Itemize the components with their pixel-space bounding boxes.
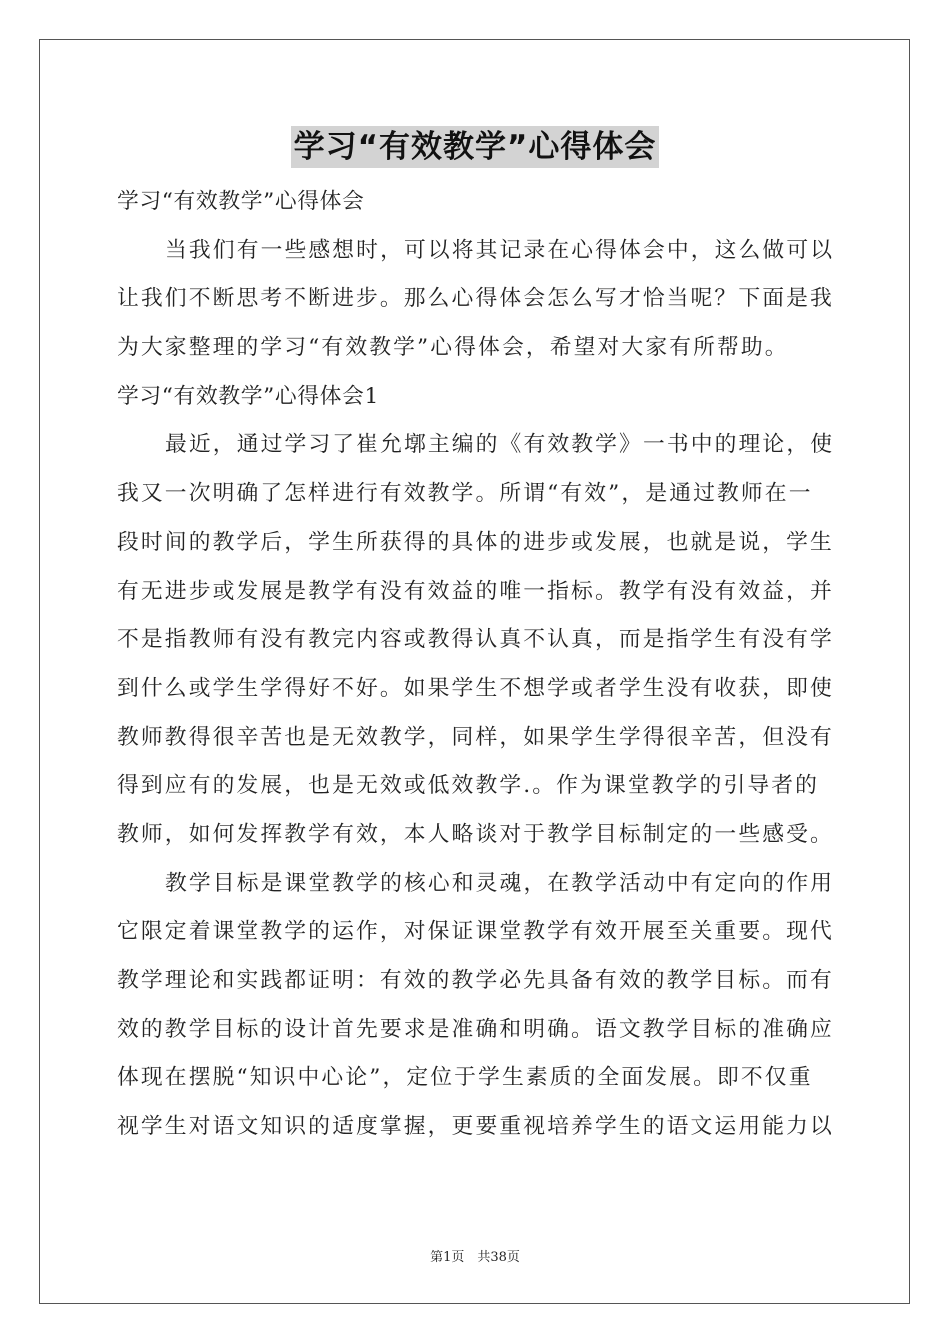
body-paragraph-line: 到什么或学生学得好不好。如果学生不想学或者学生没有收获，即使 [117, 675, 834, 701]
page-footer [0, 1246, 950, 1265]
body-paragraph-line: 段时间的教学后，学生所获得的具体的进步或发展，也就是说，学生 [117, 529, 834, 555]
document-title: 学习“有效教学”心得体会 [291, 126, 660, 168]
body-paragraph-line: 教学理论和实践都证明：有效的教学必先具备有效的教学目标。而有 [117, 968, 834, 993]
intro-paragraph-line: 为大家整理的学习“有效教学”心得体会，希望对大家有所帮助。 [117, 335, 789, 361]
body-paragraph-line: 教师教得很辛苦也是无效教学，同样，如果学生学得很辛苦，但没有 [117, 724, 834, 750]
body-paragraph-line: 它限定着课堂教学的运作，对保证课堂教学有效开展至关重要。现代 [117, 919, 834, 945]
section-heading: 学习“有效教学”心得体会1 [117, 383, 379, 409]
body-paragraph-line: 教学目标是课堂教学的核心和灵魂，在教学活动中有定向的作用 [165, 870, 835, 896]
body-paragraph-line: 最近，通过学习了崔允墎主编的《有效教学》一书中的理论，使 [165, 432, 835, 458]
body-paragraph-line: 我又一次明确了怎样进行有效教学。所谓“有效”，是通过教师在一 [117, 481, 813, 507]
body-paragraph-line: 有无进步或发展是教学有没有效益的唯一指标。教学有没有效益，并 [117, 578, 834, 604]
page-number: 第1页 共38页 [430, 1250, 520, 1265]
body-paragraph-line: 得到应有的发展，也是无效或低效教学.。作为课堂教学的引导者的 [117, 773, 820, 799]
subtitle-heading: 学习“有效教学”心得体会 [117, 189, 365, 214]
body-paragraph-line: 视学生对语文知识的适度掌握，更要重视培养学生的语文运用能力以 [117, 1114, 834, 1140]
intro-paragraph-line: 当我们有一些感想时，可以将其记录在心得体会中，这么做可以 [165, 237, 835, 263]
body-paragraph-line: 体现在摆脱“知识中心论”，定位于学生素质的全面发展。即不仅重 [117, 1065, 813, 1091]
intro-paragraph-line: 让我们不断思考不断进步。那么心得体会怎么写才恰当呢？下面是我 [117, 286, 834, 312]
document-body [117, 178, 833, 1152]
title-container [0, 126, 950, 168]
body-paragraph-line: 效的教学目标的设计首先要求是准确和明确。语文教学目标的准确应 [117, 1016, 834, 1042]
body-paragraph-line: 不是指教师有没有教完内容或教得认真不认真，而是指学生有没有学 [117, 627, 834, 653]
body-paragraph-line: 教师，如何发挥教学有效，本人略谈对于教学目标制定的一些感受。 [117, 821, 834, 847]
